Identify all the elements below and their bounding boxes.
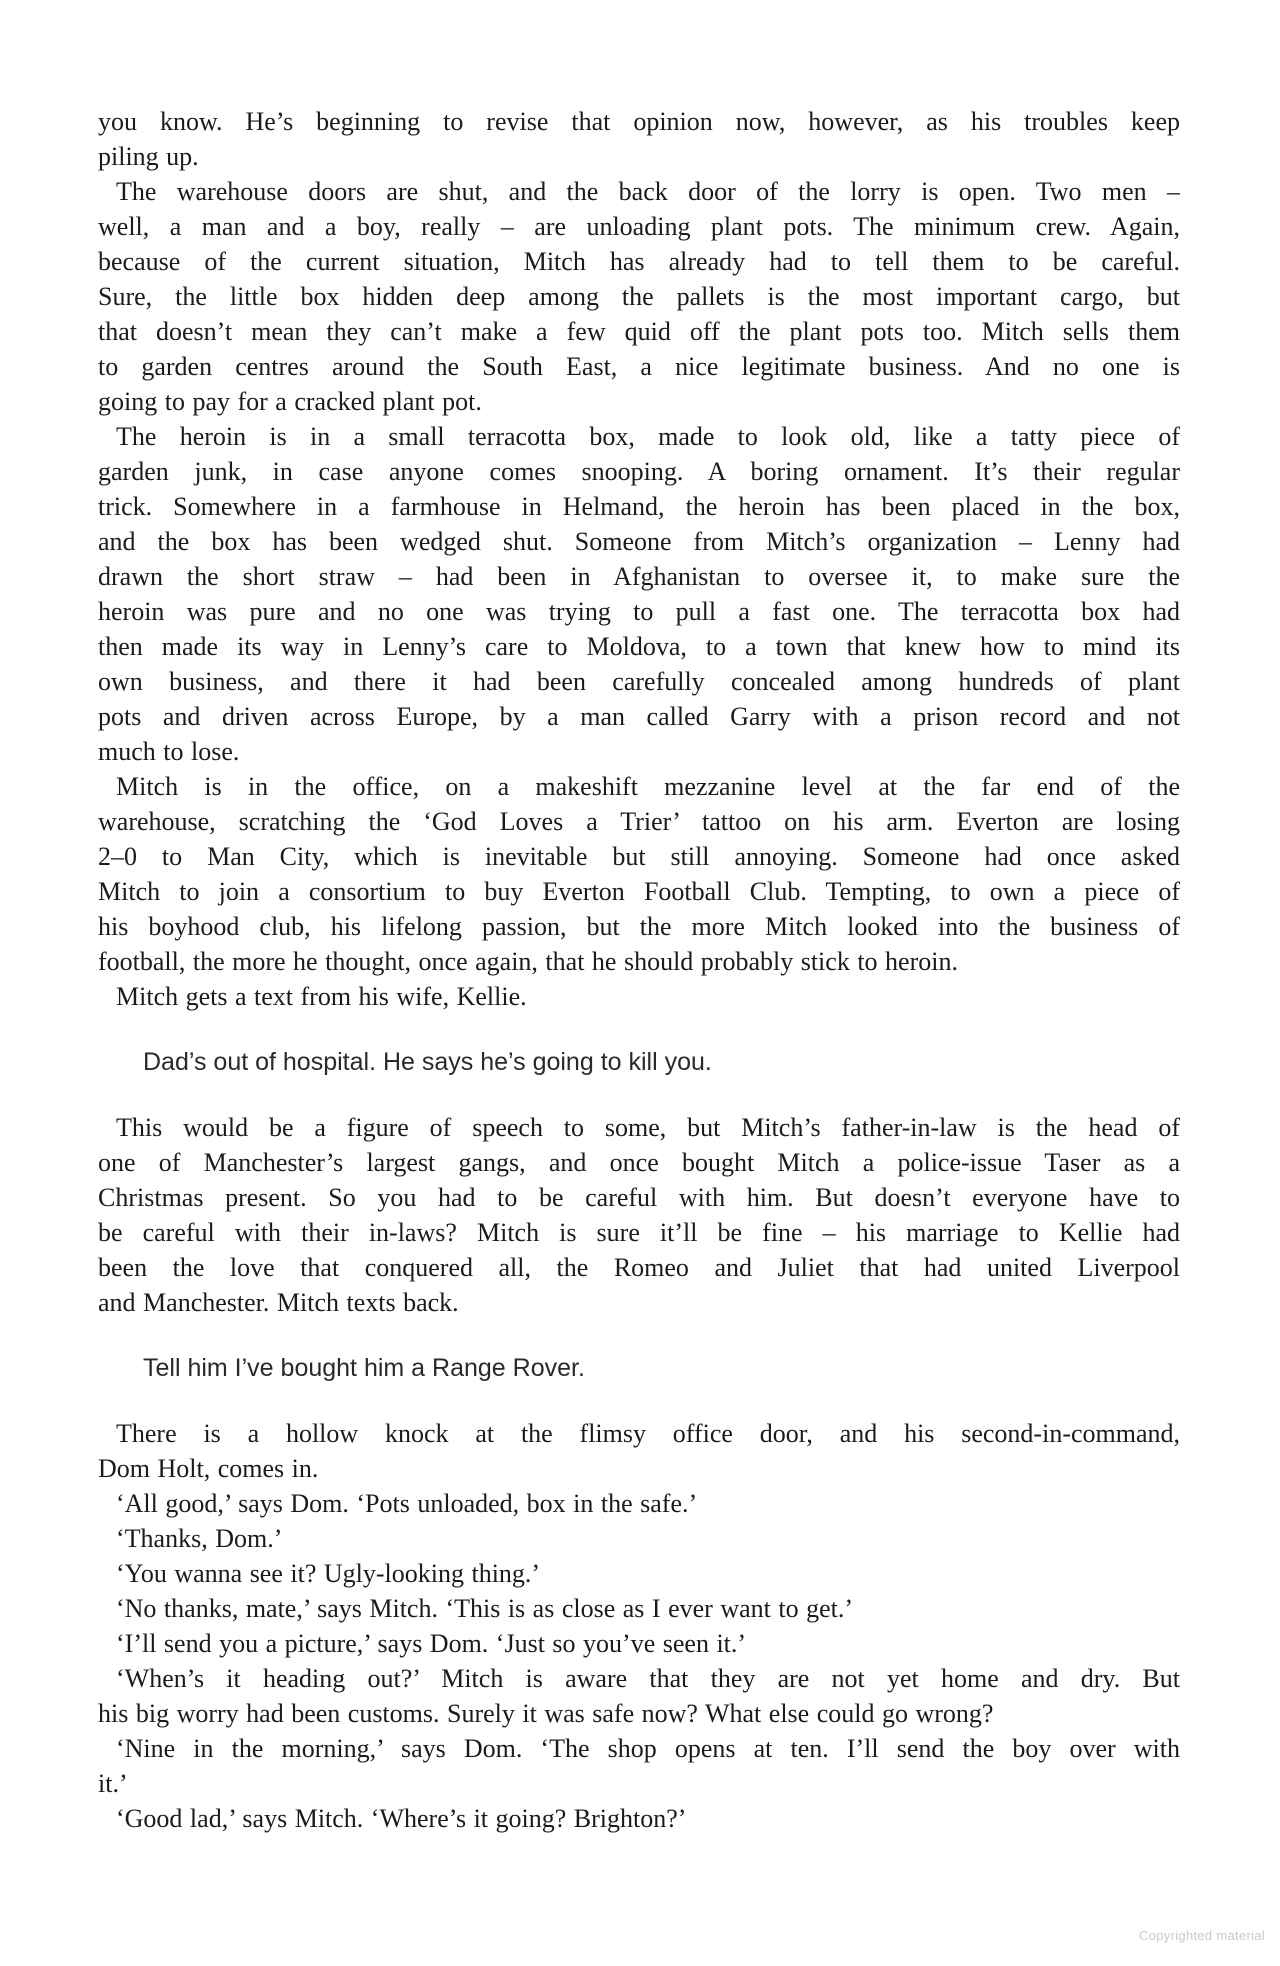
- paragraph: [98, 979, 1180, 1014]
- paragraph: [98, 419, 1180, 769]
- text-line: drawn the short straw – had been in Afghanistan to oversee it, to make sure the: [98, 562, 1180, 591]
- paragraph: [98, 1110, 1180, 1320]
- paragraph: [98, 1556, 1180, 1591]
- text-line: be careful with their in-laws? Mitch is sure it’ll be fine – his marriage to Kellie had: [98, 1218, 1180, 1247]
- text-line: Dom Holt, comes in.: [98, 1454, 319, 1483]
- text-line: to garden centres around the South East, a nice legitimate business. And no one is: [98, 352, 1180, 381]
- text-line: one of Manchester’s largest gangs, and once bought Mitch a police-issue Taser as a: [98, 1148, 1180, 1177]
- text-line: The warehouse doors are shut, and the back door of the lorry is open. Two men –: [116, 177, 1180, 206]
- text-line: it.’: [98, 1769, 128, 1798]
- page-text: [98, 104, 1180, 1836]
- paragraph: [98, 174, 1180, 419]
- text-line: ‘No thanks, mate,’ says Mitch. ‘This is as close as I ever want to get.’: [116, 1594, 853, 1623]
- text-line: that doesn’t mean they can’t make a few quid off the plant pots too. Mitch sells them: [98, 317, 1180, 346]
- text-line: ‘All good,’ says Dom. ‘Pots unloaded, box in the safe.’: [116, 1489, 698, 1518]
- paragraph: [98, 1486, 1180, 1521]
- paragraph: [98, 1626, 1180, 1661]
- paragraph: [98, 1801, 1180, 1836]
- text-line: his big worry had been customs. Surely it was safe now? What else could go wrong?: [98, 1699, 994, 1728]
- text-line: because of the current situation, Mitch has already had to tell them to be careful.: [98, 247, 1180, 276]
- text-line: much to lose.: [98, 737, 240, 766]
- text-line: ‘When’s it heading out?’ Mitch is aware that they are not yet home and dry. But: [116, 1664, 1180, 1693]
- text-line: pots and driven across Europe, by a man called Garry with a prison record and not: [98, 702, 1180, 731]
- copyright-watermark: Copyrighted material: [1139, 1928, 1265, 1943]
- text-line: you know. He’s beginning to revise that opinion now, however, as his troubles keep: [98, 107, 1180, 136]
- text-line: and Manchester. Mitch texts back.: [98, 1288, 459, 1317]
- text-line: ‘I’ll send you a picture,’ says Dom. ‘Just so you’ve seen it.’: [116, 1629, 747, 1658]
- text-line: trick. Somewhere in a farmhouse in Helmand, the heroin has been placed in the box,: [98, 492, 1180, 521]
- text-line: Tell him I’ve bought him a Range Rover.: [143, 1354, 585, 1382]
- text-line: Christmas present. So you had to be careful with him. But doesn’t everyone have to: [98, 1183, 1180, 1212]
- text-line: This would be a figure of speech to some, but Mitch’s father-in-law is the head of: [116, 1113, 1180, 1142]
- paragraph: [98, 1731, 1180, 1801]
- text-line: warehouse, scratching the ‘God Loves a Trier’ tattoo on his arm. Everton are losing: [98, 807, 1180, 836]
- text-message: [143, 1351, 1180, 1386]
- text-line: ‘Good lad,’ says Mitch. ‘Where’s it going? Brighton?’: [116, 1804, 687, 1833]
- text-line: Mitch to join a consortium to buy Everton Football Club. Tempting, to own a piece of: [98, 877, 1180, 906]
- text-line: 2–0 to Man City, which is inevitable but still annoying. Someone had once asked: [98, 842, 1180, 871]
- text-line: football, the more he thought, once again, that he should probably stick to heroin.: [98, 947, 958, 976]
- paragraph: [98, 1591, 1180, 1626]
- text-line: Sure, the little box hidden deep among the pallets is the most important cargo, but: [98, 282, 1180, 311]
- text-line: ‘Thanks, Dom.’: [116, 1524, 283, 1553]
- text-line: Mitch is in the office, on a makeshift mezzanine level at the far end of the: [116, 772, 1180, 801]
- text-line: heroin was pure and no one was trying to pull a fast one. The terracotta box had: [98, 597, 1180, 626]
- paragraph: [98, 1521, 1180, 1556]
- paragraph: [98, 1416, 1180, 1486]
- text-line: garden junk, in case anyone comes snooping. A boring ornament. It’s their regular: [98, 457, 1180, 486]
- paragraph: [98, 769, 1180, 979]
- text-line: piling up.: [98, 142, 199, 171]
- text-line: ‘Nine in the morning,’ says Dom. ‘The shop opens at ten. I’ll send the boy over with: [116, 1734, 1180, 1763]
- text-line: ‘You wanna see it? Ugly-looking thing.’: [116, 1559, 541, 1588]
- text-line: own business, and there it had been carefully concealed among hundreds of plant: [98, 667, 1180, 696]
- text-line: been the love that conquered all, the Romeo and Juliet that had united Liverpool: [98, 1253, 1180, 1282]
- text-line: There is a hollow knock at the flimsy office door, and his second-in-command,: [116, 1419, 1180, 1448]
- text-line: going to pay for a cracked plant pot.: [98, 387, 482, 416]
- text-line: and the box has been wedged shut. Someone from Mitch’s organization – Lenny had: [98, 527, 1180, 556]
- paragraph: [98, 104, 1180, 174]
- text-line: then made its way in Lenny’s care to Moldova, to a town that knew how to mind its: [98, 632, 1180, 661]
- text-line: Dad’s out of hospital. He says he’s going to kill you.: [143, 1048, 712, 1076]
- text-message: [143, 1045, 1180, 1080]
- text-line: The heroin is in a small terracotta box, made to look old, like a tatty piece of: [116, 422, 1180, 451]
- text-line: Mitch gets a text from his wife, Kellie.: [116, 982, 527, 1011]
- text-line: his boyhood club, his lifelong passion, but the more Mitch looked into the business of: [98, 912, 1180, 941]
- paragraph: [98, 1661, 1180, 1731]
- text-line: well, a man and a boy, really – are unloading plant pots. The minimum crew. Again,: [98, 212, 1180, 241]
